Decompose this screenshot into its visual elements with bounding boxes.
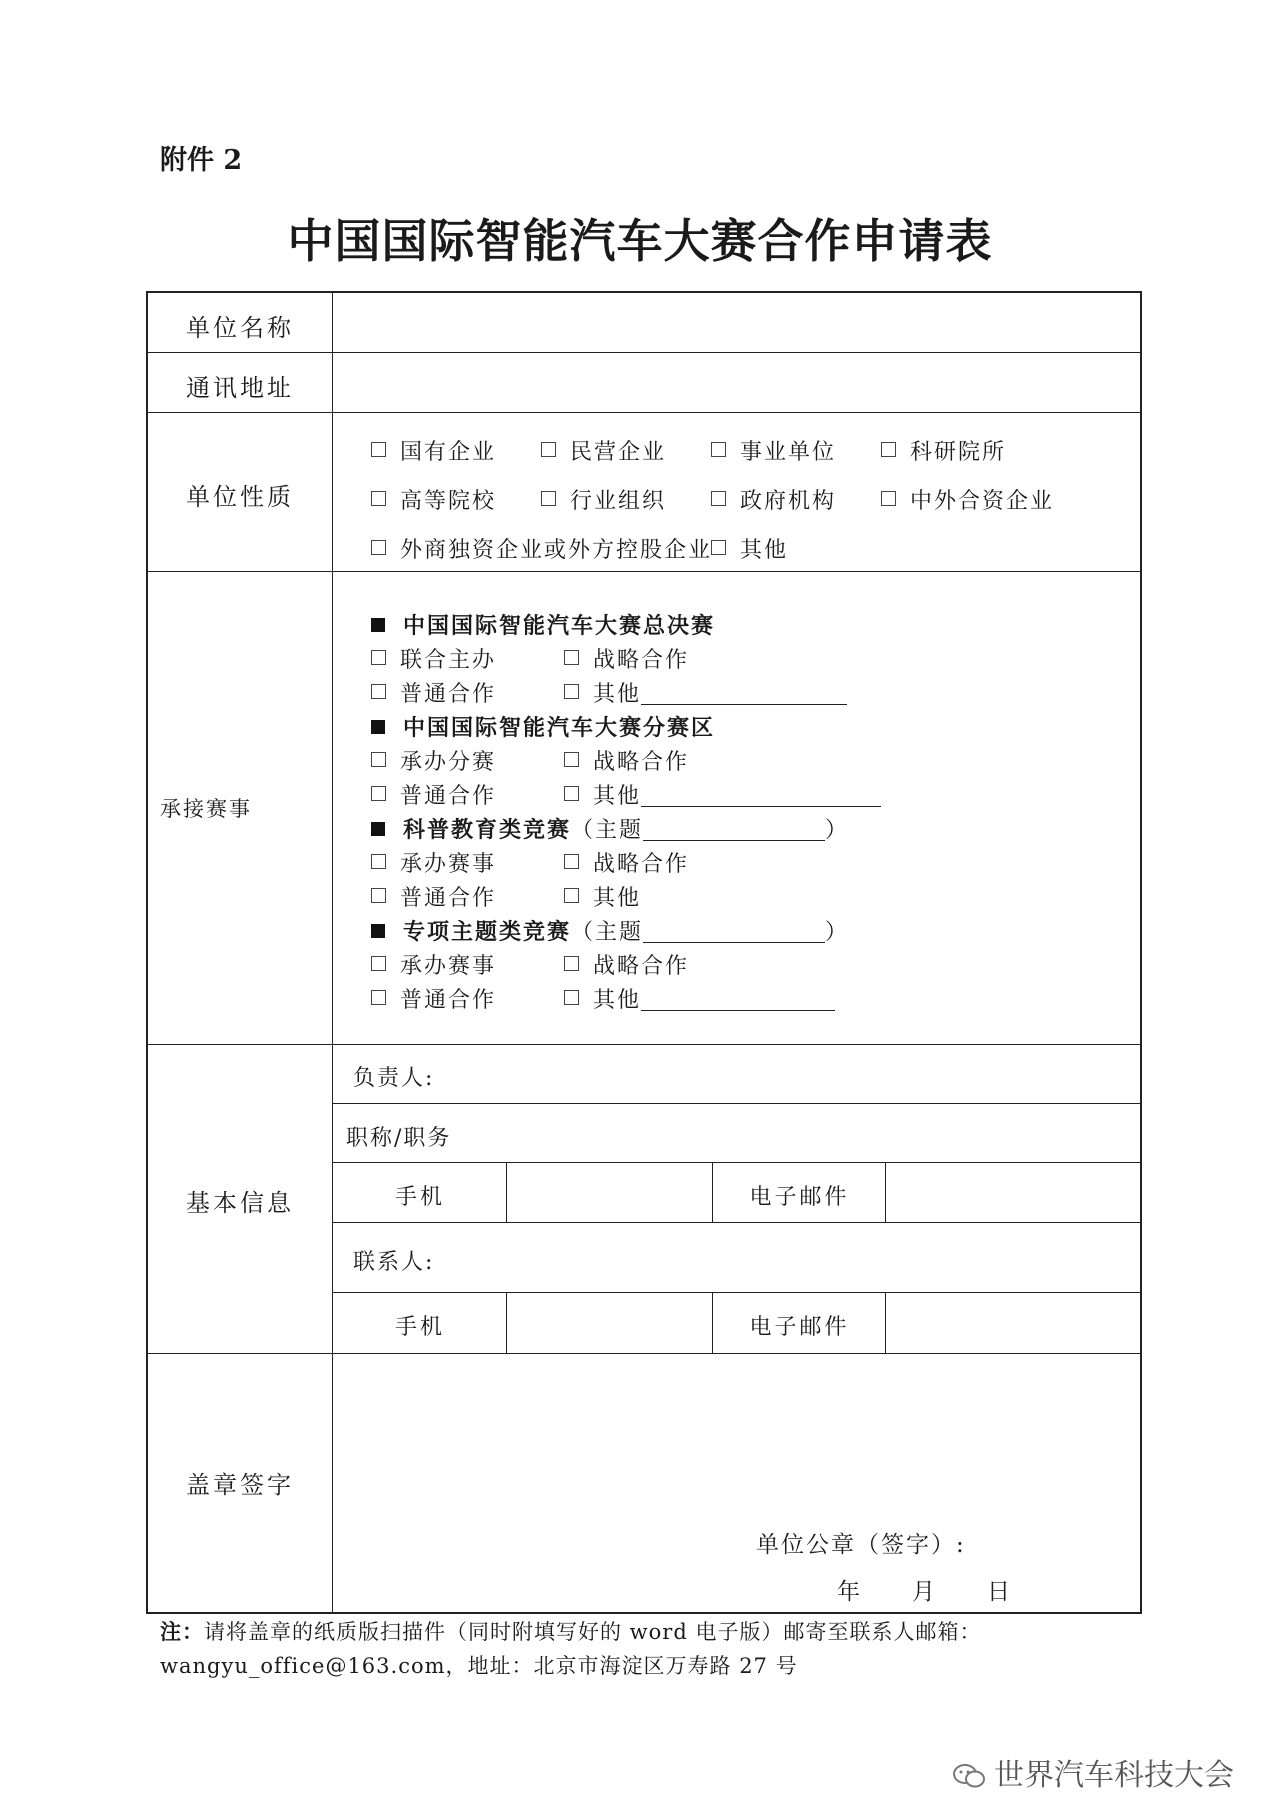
checkbox-icon (371, 786, 386, 801)
event-option[interactable] (371, 643, 496, 674)
cell-divider (332, 1162, 1142, 1163)
option-label: 承办分赛 (400, 750, 497, 775)
cell-divider (885, 1292, 886, 1353)
note-line-2: wangyu_office@163.com，地址：北京市海淀区万寿路 27 号 (160, 1654, 798, 1678)
event-option-other[interactable] (564, 983, 835, 1014)
cell-divider (332, 1292, 1142, 1293)
option-label: 其他 (593, 886, 642, 911)
checkbox-icon (564, 786, 579, 801)
cell-divider (712, 1292, 713, 1353)
checkbox-icon (371, 990, 386, 1005)
event-option[interactable] (564, 847, 689, 878)
contact-email-label: 电子邮件 (749, 1315, 850, 1340)
cell-divider (885, 1162, 886, 1222)
bullet-square-icon (371, 720, 385, 734)
theme-close: ） (825, 920, 850, 945)
checkbox-icon (371, 650, 386, 665)
bullet-square-icon (371, 822, 385, 836)
event-option-other[interactable] (564, 677, 847, 708)
label-seal: 盖章签字 (186, 1471, 294, 1499)
checkbox-icon (564, 684, 579, 699)
label-event: 承接赛事 (160, 797, 252, 821)
checkbox-icon (371, 442, 386, 457)
checkbox-icon (371, 491, 386, 506)
contact-phone-label: 手机 (394, 1315, 445, 1340)
footnote (160, 1615, 1120, 1683)
option-label: 民营企业 (570, 440, 667, 465)
option-label: 其他 (593, 784, 642, 809)
theme-label: （主题 (571, 920, 644, 945)
unit-name-field[interactable] (334, 293, 1140, 351)
checkbox-icon (881, 442, 896, 457)
cell-divider (712, 1162, 713, 1222)
unit-type-option[interactable] (711, 484, 836, 515)
theme-blank-line[interactable] (643, 920, 825, 943)
checkbox-icon (564, 956, 579, 971)
event-option[interactable] (371, 847, 496, 878)
label-column-divider (332, 293, 333, 1614)
checkbox-icon (371, 854, 386, 869)
contact-email-input[interactable] (887, 1294, 1140, 1352)
cell-divider (506, 1292, 507, 1353)
checkbox-icon (564, 990, 579, 1005)
event-heading-final (371, 609, 715, 640)
wechat-icon (952, 1763, 986, 1789)
bullet-square-icon (371, 924, 385, 938)
option-label: 科研院所 (910, 440, 1007, 465)
checkbox-icon (881, 491, 896, 506)
note-prefix: 注： (160, 1619, 204, 1644)
watermark (952, 1750, 1234, 1794)
event-option[interactable] (371, 779, 496, 810)
checkbox-icon (541, 491, 556, 506)
option-label: 中外合资企业 (910, 489, 1055, 514)
row-divider (148, 412, 1142, 413)
leader-email-input[interactable] (887, 1164, 1140, 1221)
other-blank-line[interactable] (641, 682, 847, 705)
event-option[interactable] (564, 881, 641, 912)
unit-type-option[interactable] (881, 484, 1054, 515)
unit-type-option[interactable] (711, 533, 788, 564)
row-divider (148, 1353, 1142, 1354)
checkbox-icon (564, 854, 579, 869)
cell-divider (332, 1222, 1142, 1223)
seal-date: 年 月 日 (837, 1579, 1012, 1605)
theme-blank-line[interactable] (643, 818, 825, 841)
unit-type-option[interactable] (371, 533, 712, 564)
theme-close: ） (825, 818, 850, 843)
event-heading-special (371, 915, 849, 946)
option-label: 政府机构 (740, 489, 837, 514)
checkbox-icon (564, 888, 579, 903)
event-option[interactable] (564, 643, 689, 674)
note-line-1: 请将盖章的纸质版扫描件（同时附填写好的 word 电子版）邮寄至联系人邮箱： (204, 1620, 982, 1644)
option-label: 承办赛事 (400, 954, 497, 979)
checkbox-icon (564, 650, 579, 665)
option-label: 事业单位 (740, 440, 837, 465)
cell-divider (506, 1162, 507, 1222)
option-label: 战略合作 (593, 852, 690, 877)
bullet-square-icon (371, 618, 385, 632)
checkbox-icon (371, 540, 386, 555)
event-option[interactable] (371, 949, 496, 980)
option-label: 普通合作 (400, 988, 497, 1013)
option-label: 行业组织 (570, 489, 667, 514)
option-label: 外商独资企业或外方控股企业 (400, 538, 713, 563)
checkbox-icon (541, 442, 556, 457)
checkbox-icon (371, 888, 386, 903)
checkbox-icon (711, 540, 726, 555)
option-label: 其他 (593, 682, 642, 707)
unit-type-option[interactable] (541, 484, 666, 515)
unit-seal-label: 单位公章（签字）: (756, 1532, 966, 1558)
checkbox-icon (711, 442, 726, 457)
label-basic-info: 基本信息 (186, 1189, 294, 1217)
unit-type-option[interactable] (541, 435, 666, 466)
event-option-other[interactable] (564, 779, 881, 810)
option-label: 联合主办 (400, 648, 497, 673)
cell-divider (332, 1103, 1142, 1104)
option-label: 国有企业 (400, 440, 497, 465)
watermark-text: 世界汽车科技大会 (994, 1758, 1234, 1793)
event-option[interactable] (564, 745, 689, 776)
other-blank-line[interactable] (641, 784, 881, 807)
event-option[interactable] (371, 983, 496, 1014)
position-field[interactable]: 职称/职务 (346, 1126, 452, 1151)
event-heading-text: 中国国际智能汽车大赛总决赛 (403, 613, 716, 639)
event-heading-text: 科普教育类竞赛 (403, 817, 572, 843)
row-divider (148, 571, 1142, 572)
option-label: 普通合作 (400, 784, 497, 809)
unit-type-option[interactable] (371, 484, 496, 515)
option-label: 战略合作 (593, 750, 690, 775)
option-label: 其他 (740, 538, 789, 563)
event-heading-text: 中国国际智能汽车大赛分赛区 (403, 715, 716, 741)
option-label: 战略合作 (593, 648, 690, 673)
event-heading-text: 专项主题类竞赛 (403, 919, 572, 945)
checkbox-icon (711, 491, 726, 506)
unit-type-option[interactable] (371, 435, 496, 466)
label-unit-name: 单位名称 (186, 314, 294, 342)
other-blank-line[interactable] (641, 988, 835, 1011)
event-option[interactable] (371, 745, 496, 776)
option-label: 其他 (593, 988, 642, 1013)
checkbox-icon (371, 956, 386, 971)
application-form (146, 291, 1142, 1614)
contact-phone-input[interactable] (508, 1294, 712, 1352)
attachment-label: 附件 2 (160, 145, 243, 176)
checkbox-icon (564, 752, 579, 767)
page-title: 中国国际智能汽车大赛合作申请表 (287, 214, 993, 268)
event-option[interactable] (371, 677, 496, 708)
leader-phone-input[interactable] (508, 1164, 712, 1221)
row-divider (148, 1044, 1142, 1045)
event-heading-division (371, 711, 715, 742)
option-label: 战略合作 (593, 954, 690, 979)
unit-type-option[interactable] (881, 435, 1006, 466)
event-option[interactable] (371, 881, 496, 912)
unit-type-option[interactable] (711, 435, 836, 466)
checkbox-icon (371, 752, 386, 767)
leader-field[interactable]: 负责人: (353, 1066, 435, 1091)
option-label: 承办赛事 (400, 852, 497, 877)
checkbox-icon (371, 684, 386, 699)
theme-label: （主题 (571, 818, 644, 843)
event-heading-science (371, 813, 849, 844)
label-address: 通讯地址 (186, 374, 294, 402)
row-divider (148, 352, 1142, 353)
option-label: 高等院校 (400, 489, 497, 514)
leader-phone-label: 手机 (394, 1185, 445, 1210)
option-label: 普通合作 (400, 682, 497, 707)
label-unit-type: 单位性质 (186, 483, 294, 511)
address-field[interactable] (334, 354, 1140, 411)
event-option[interactable] (564, 949, 689, 980)
option-label: 普通合作 (400, 886, 497, 911)
leader-email-label: 电子邮件 (749, 1185, 850, 1210)
contact-field[interactable]: 联系人: (353, 1250, 435, 1275)
